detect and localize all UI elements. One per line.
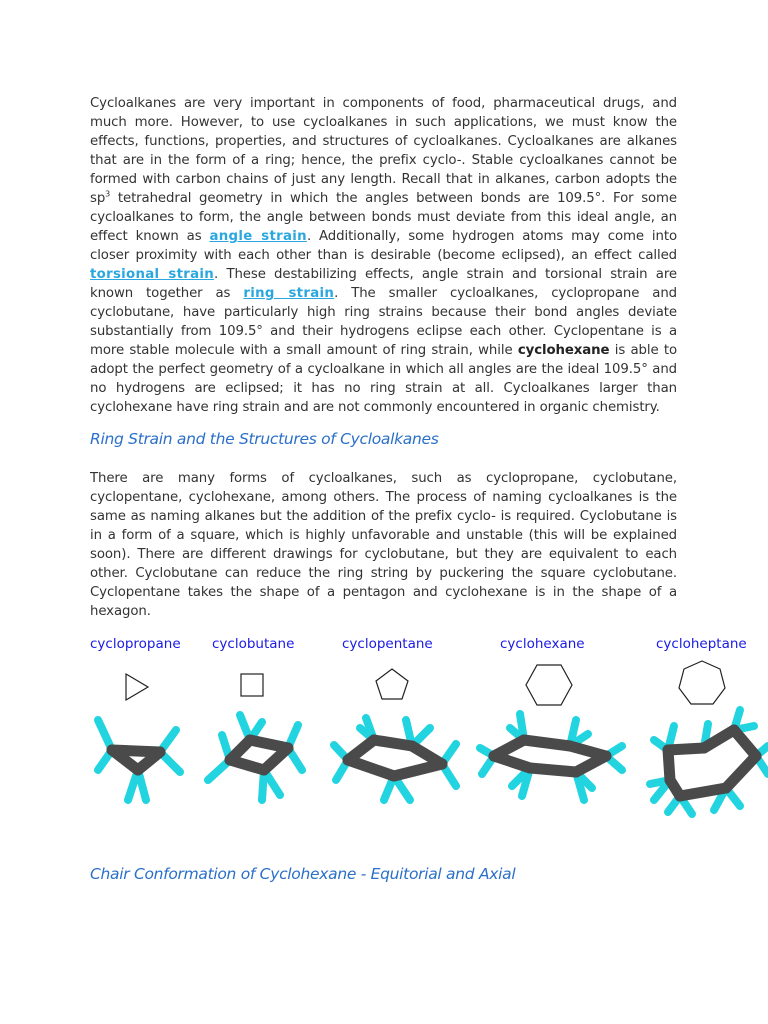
label-cyclopropane: cyclopropane (90, 636, 181, 652)
intro-text-6: is able to adopt the perfect geometry of a cycloalkane in which all angles are the ideal 109.5° and no hydrogens are eclipsed; it has no ring strain at all. Cycloalkanes larger than cyclohexane have ring strain and are not commonly encountered in organic chemistry. (90, 343, 678, 415)
intro-text-3: . Additionally, some hydrogen atoms may come into closer proximity with each other than is desirable (become eclipsed), an effect called (90, 229, 677, 263)
cyclobutane-square (238, 670, 268, 700)
cyclopropane-triangle (120, 670, 154, 704)
intro-text-1: Cycloalkanes are very important in components of food, pharmaceutical drugs, and much more. However, to use cycloalkanes in such applications, we must know the effects, functions, properties, and structures of cycloalkanes. Cycloalkanes are alkanes that are in the form of a ring; hence, the prefix cyclo-. Stable cycloalkanes cannot be formed with carbon chains of just any length. Recall that in alkanes, carbon adopts the sp (90, 96, 677, 206)
cyclohexane-bold: cyclohexane (517, 343, 610, 358)
cyclohexane-3d-model (476, 700, 626, 810)
cyclopentane-3d-model (330, 700, 460, 810)
section-heading-chair-conformation: Chair Conformation of Cyclohexane - Equitorial and Axial (90, 865, 516, 883)
label-cyclopentane: cyclopentane (342, 636, 433, 652)
intro-text-4: . These destabilizing effects, angle strain and torsional strain are known together as (90, 267, 677, 301)
torsional-strain-link[interactable]: torsional strain (90, 267, 215, 282)
forms-paragraph: There are many forms of cycloalkanes, such as cyclopropane, cyclobutane, cyclopentane, cyclohexane, among others. The process of naming cycloalkanes is the same as naming alkanes but the addition of the prefix cyclo- is required. Cyclobutane is in a form of a square, which is highly unfavorable and unstable (this will be explained soon). There are different drawings for cyclobutane, but they are equivalent to each other. Cyclobutane can reduce the ring string by puckering the square cyclobutane. Cyclopentane takes the shape of a pentagon and cyclohexane is in the shape of a hexagon. (90, 471, 677, 619)
label-cycloheptane: cycloheptane (656, 636, 747, 652)
intro-text-2: tetrahedral geometry in which the angles between bonds are 109.5°. For some cycloalkanes to form, the angle between bonds must deviate from this ideal angle, an effect known as (90, 191, 677, 244)
intro-paragraph (90, 94, 677, 417)
angle-strain-link[interactable]: angle strain (209, 229, 307, 244)
ring-strain-link[interactable]: ring strain (243, 286, 335, 301)
cycloheptane-3d-model (644, 700, 768, 820)
cyclopropane-3d-model (88, 700, 188, 810)
section-heading-ring-strain: Ring Strain and the Structures of Cycloalkanes (90, 430, 439, 448)
cyclobutane-3d-model (200, 700, 310, 810)
label-cyclobutane: cyclobutane (212, 636, 295, 652)
label-cyclohexane: cyclohexane (500, 636, 585, 652)
cyclopentane-pentagon (372, 665, 412, 705)
sp3-superscript: 3 (105, 189, 111, 199)
intro-text-5: . The smaller cycloalkanes, cyclopropane and cyclobutane, have particularly high ring strains because their bond angles deviate substantially from 109.5° and their hydrogens eclipse each other. Cyclopentane is a more stable molecule with a small amount of ring strain, while (90, 286, 677, 358)
